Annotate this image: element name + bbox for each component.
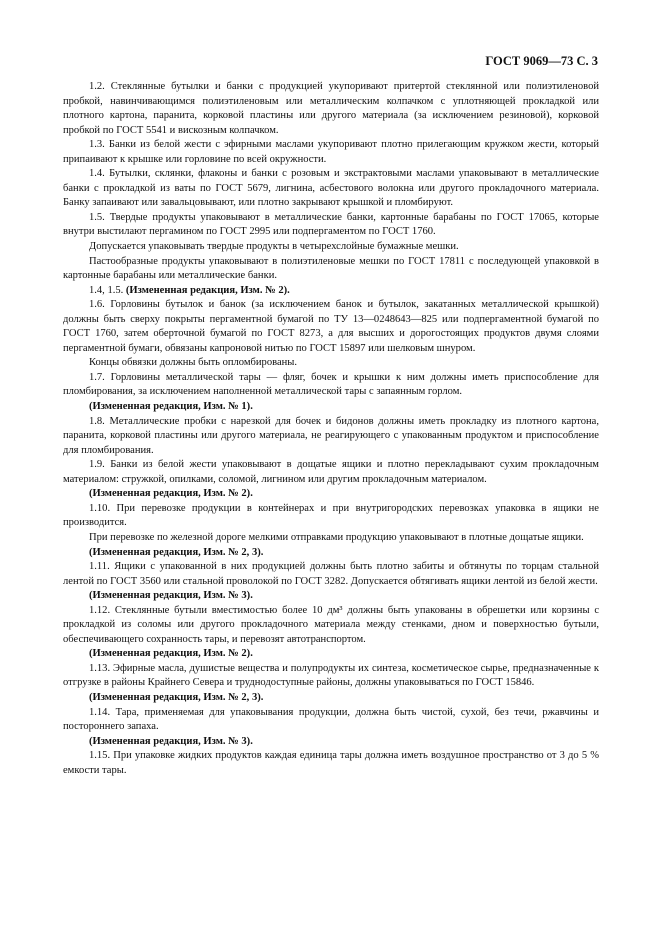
amendment-note: (Измененная редакция, Изм. № 2). xyxy=(89,488,253,500)
paragraph: 1.14. Тара, применяемая для упаковывания продукции, должна быть чистой, сухой, без течи, ржавчины и постороннего запаха. xyxy=(63,706,599,733)
paragraph: 1.11. Ящики с упакованной в них продукцией должны быть плотно забиты и обтянуты по торцам стальной лентой по ГОСТ 3560 или стальной проволокой по ГОСТ 3282. Допускается обтягивать ящики лентой из белой жести. xyxy=(63,561,599,587)
paragraph: Допускается упаковывать твердые продукты в четырехслойные бумажные мешки. xyxy=(89,241,459,253)
paragraph: 1.6. Горловины бутылок и банок (за исключением банок и бутылок, закатанных металлической крышкой) должны быть сверху покрыты пергаментной бумагой по ТУ 13—0248643—825 или подпергаментной бумагой по ГОСТ 1760, затем оберточной бумагой по ГОСТ 8273, а для высших и дорогостоящих продуктов двумя слоями пергаментной бумаги, обвязаны капроновой нитью по ГОСТ 15897 или шелковым шнуром. xyxy=(63,299,599,354)
paragraph: Концы обвязки должны быть опломбированы. xyxy=(89,357,297,369)
paragraph: При перевозке по железной дороге мелкими отправками продукцию упаковывают в плотные дощатые ящики. xyxy=(89,531,584,543)
paragraph: 1.5. Твердые продукты упаковывают в металлические банки, картонные барабаны по ГОСТ 17065, которые внутри выстилают пергамином по ГОСТ 2995 или подпергаментом по ГОСТ 1760. xyxy=(63,211,599,238)
paragraph: 1.4, 1.5. (Измененная редакция, Изм. № 2). xyxy=(89,284,290,296)
paragraph: Пастообразные продукты упаковывают в полиэтиленовые мешки по ГОСТ 17811 с последующей упаковкой в картонные барабаны или металлические банки. xyxy=(63,255,599,282)
amendment-note: (Измененная редакция, Изм. № 3). xyxy=(89,590,253,602)
amendment-note: (Измененная редакция, Изм. № 3). xyxy=(89,735,253,747)
amendment-note: (Измененная редакция, Изм. № 2). xyxy=(125,284,290,296)
paragraph: 1.10. При перевозке продукции в контейнерах и при внутригородских перевозках упаковка в ящики не производится. xyxy=(63,502,599,529)
page-header: ГОСТ 9069—73 С. 3 xyxy=(485,54,598,68)
amendment-note: (Измененная редакция, Изм. № 2, 3). xyxy=(89,691,264,703)
paragraph: 1.15. При упаковке жидких продуктов каждая единица тары должна иметь воздушное пространство от 3 до 5 % емкости тары. xyxy=(63,750,599,776)
body-text xyxy=(63,80,599,778)
paragraph: 1.4. Бутылки, склянки, флаконы и банки с розовым и экстрактовыми маслами упаковывают в металлические банки с прокладкой из ваты по ГОСТ 5679, лигнина, асбестового волокна или другого прокладочного материала. Банку запаивают или завальцовывают, или плотно закрывают крышкой и пломбируют. xyxy=(63,168,599,209)
paragraph: 1.7. Горловины металлической тары — фляг, бочек и крышки к ним должны иметь приспособление для пломбирования, за исключением наполненной металлической тары с запаянным горлом. xyxy=(63,371,599,398)
paragraph: 1.9. Банки из белой жести упаковывают в дощатые ящики и плотно перекладывают сухим прокладочным материалом: стружкой, опилками, соломой, лигнином или другим прокладочным материалом. xyxy=(63,459,599,485)
paragraph: 1.8. Металлические пробки с нарезкой для бочек и бидонов должны иметь прокладку из плотного картона, паранита, корковой пластины или другого материала, не реагирующего с упакованным продуктом и приспособление для пломбирования. xyxy=(63,415,599,456)
amendment-note: (Измененная редакция, Изм. № 2, 3). xyxy=(89,546,264,558)
paragraph: 1.12. Стеклянные бутыли вместимостью более 10 дм³ должны быть упакованы в обрешетки или корзины с прокладкой из соломы или другого прокладочного материала между стенками, дном и поверхностью бутыли, обеспечивающего сохранность тары, и перевозят автотранспортом. xyxy=(63,604,599,645)
amendment-note: (Измененная редакция, Изм. № 2). xyxy=(89,648,253,660)
paragraph: 1.13. Эфирные масла, душистые вещества и полупродукты их синтеза, косметическое сырье, предназначенные к отгрузке в районы Крайнего Севера и труднодоступные районы, должны упаковываться по ГОСТ 15846. xyxy=(63,662,599,689)
paragraph: 1.3. Банки из белой жести с эфирными маслами укупоривают плотно прилегающим кружком жести, который припаивают к крышке или горловине по всей окружности. xyxy=(63,139,599,165)
paragraph: 1.2. Стеклянные бутылки и банки с продукцией укупоривают притертой стеклянной или полиэтиленовой пробкой, навинчивающимся полиэтиленовым или металлическим колпачком с уплотняющей прокладкой или плотного картона, паранита, корковой пластины или другого материала (за исключением резиновой), корковой пробкой по ГОСТ 5541 и вискозным колпачком. xyxy=(63,81,599,136)
amendment-note: (Измененная редакция, Изм. № 1). xyxy=(89,401,253,413)
